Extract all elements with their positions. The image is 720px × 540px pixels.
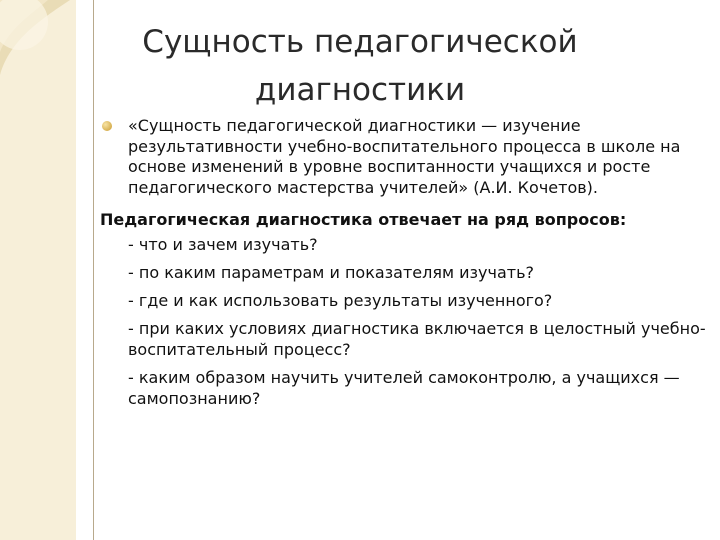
questions-list <box>100 234 712 409</box>
corner-ornament-icon <box>0 0 94 120</box>
bullet-item <box>100 116 712 198</box>
question-item: - по каким параметрам и показателям изучать? <box>128 263 535 282</box>
left-vertical-rule <box>93 0 94 540</box>
title-line-2: диагностики <box>254 72 466 108</box>
slide-title <box>100 18 620 114</box>
title-line-1: Сущность педагогической <box>142 24 578 60</box>
lead-text: Педагогическая диагностика отвечает на ряд вопросов: <box>100 210 627 229</box>
question-item: - где и как использовать результаты изученного? <box>128 291 553 310</box>
question-item: - при каких условиях диагностика включается в целостный учебно-воспитательный процесс? <box>128 319 706 359</box>
question-item: - что и зачем изучать? <box>128 235 318 254</box>
bullet-dot-icon <box>102 121 112 131</box>
question-item: - каким образом научить учителей самоконтролю, а учащихся — самопознанию? <box>128 368 680 408</box>
bullet-text: «Сущность педагогической диагностики — изучение результативности учебно-воспитательного процесса в школе на основе изменений в уровне воспитанности учащихся и росте педагогического мастерства учителей» (А.И. Кочетов). <box>128 116 681 197</box>
slide-body <box>100 116 712 416</box>
